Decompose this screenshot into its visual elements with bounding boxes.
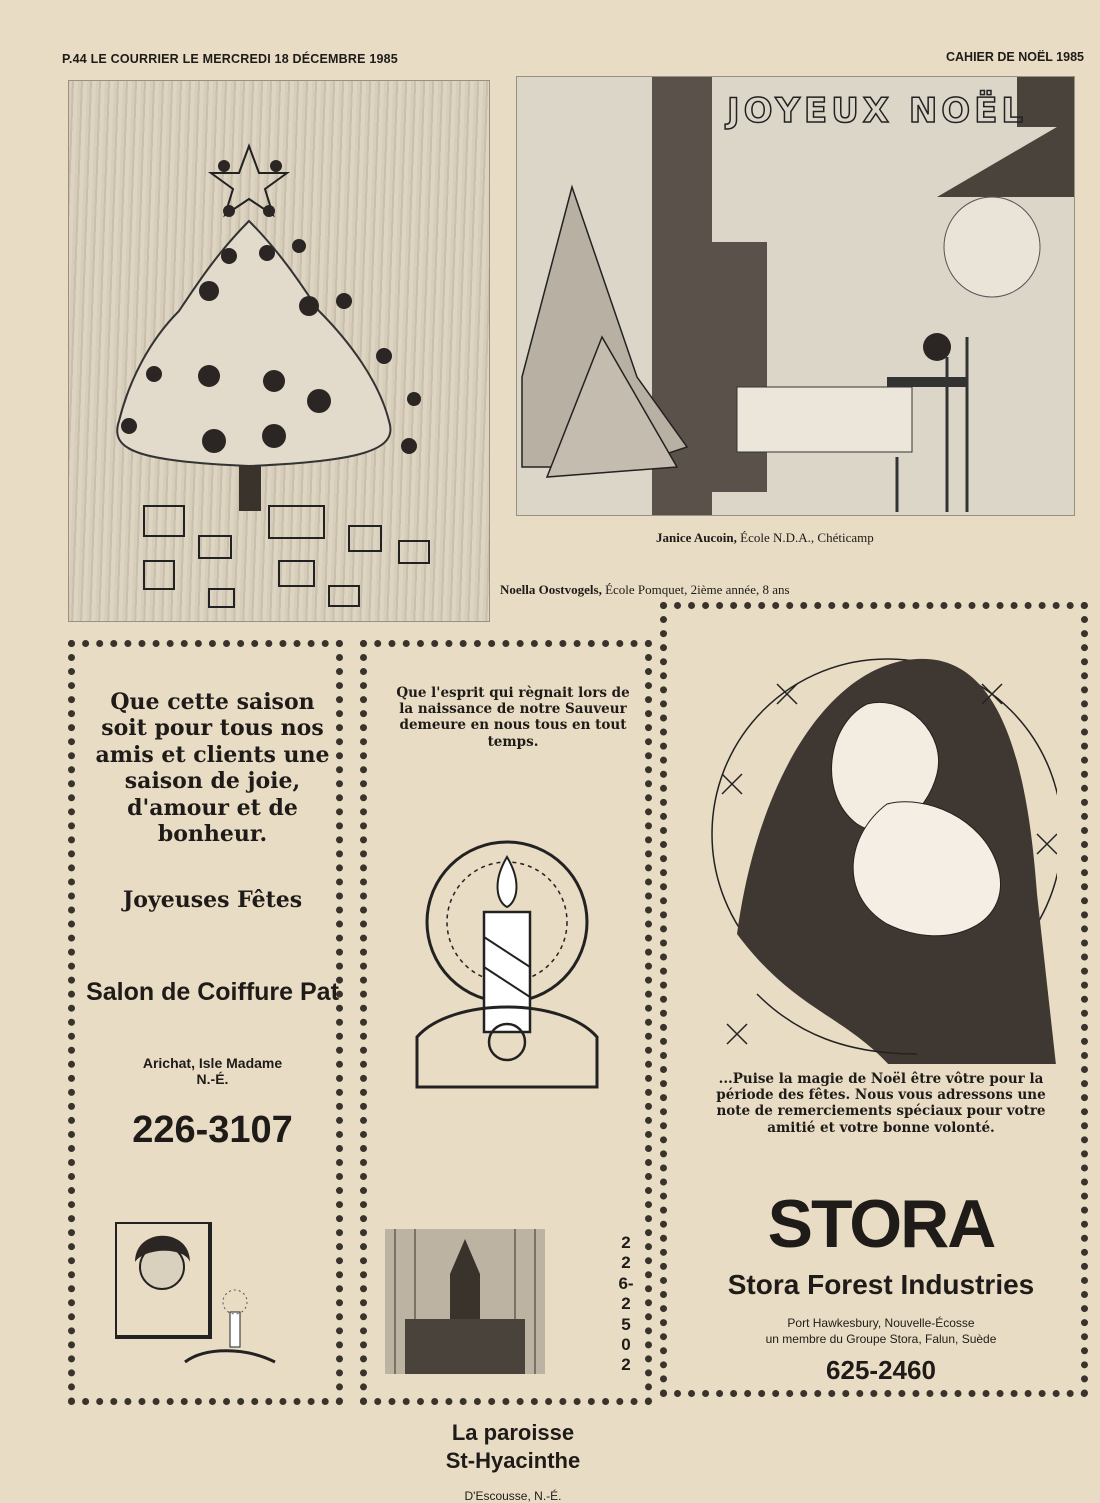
church-photo bbox=[385, 1229, 545, 1374]
ad-stora-location-line1: Port Hawkesbury, Nouvelle-Écosse bbox=[787, 1316, 975, 1330]
ad-paroisse-name bbox=[377, 1419, 649, 1474]
ad-salon-address bbox=[85, 1055, 340, 1087]
caption-noella-school: École Pomquet, 2ième année, 8 ans bbox=[601, 582, 790, 597]
page-header-left: P.44 LE COURRIER LE MERCREDI 18 DÉCEMBRE 1985 bbox=[62, 52, 398, 66]
ad-stora-company: Stora Forest Industries bbox=[727, 1269, 1035, 1300]
fireplace-drawing bbox=[516, 76, 1075, 516]
ad-paroisse-phone: 226-2502 bbox=[618, 1233, 634, 1375]
ad-salon-greeting: Joyeuses Fêtes bbox=[122, 887, 303, 913]
ad-salon-address-line1: Arichat, Isle Madame bbox=[142, 1055, 283, 1071]
caption-janice-name: Janice Aucoin, bbox=[656, 530, 737, 545]
christmas-tree-drawing bbox=[68, 80, 490, 622]
christmas-tree-illustration bbox=[69, 81, 489, 621]
caption-noella bbox=[500, 582, 790, 598]
ad-stora-phone: 625-2460 bbox=[826, 1355, 936, 1385]
madonna-child-illustration bbox=[697, 634, 1057, 1064]
portrait-frame-illustration bbox=[115, 1222, 285, 1382]
joyeux-noel-text: JOYEUX NOËL bbox=[727, 91, 1028, 131]
ad-stora-location-line2: un membre du Groupe Stora, Falun, Suède bbox=[765, 1332, 997, 1347]
page-header-right: CAHIER DE NOËL 1985 bbox=[945, 50, 1084, 64]
candle-illustration bbox=[412, 837, 602, 1092]
fireplace-illustration bbox=[517, 77, 1074, 515]
ad-stora-location bbox=[667, 1315, 1095, 1347]
ad-stora bbox=[660, 602, 1088, 1397]
ad-paroisse bbox=[360, 640, 652, 1503]
caption-janice-school: École N.D.A., Chéticamp bbox=[736, 530, 874, 545]
ad-salon-message: Que cette saison soit pour tous nos amis et clients une saison de joie, d'amour et de bonheur. bbox=[95, 689, 330, 847]
ad-paroisse-location: D'Escousse, N.-É. bbox=[464, 1489, 562, 1503]
ad-paroisse-name-line2: St-Hyacinthe bbox=[445, 1447, 581, 1473]
ad-salon-address-line2: N.-É. bbox=[196, 1071, 229, 1088]
ad-paroisse-message: Que l'esprit qui règnait lors de la naissance de notre Sauveur demeure en nous tous en tout temps. bbox=[396, 685, 630, 750]
ad-salon-coiffure bbox=[68, 640, 343, 1405]
ad-paroisse-name-line1: La paroisse bbox=[451, 1420, 575, 1445]
caption-noella-name: Noella Oostvogels, bbox=[500, 582, 602, 597]
ad-salon-name: Salon de Coiffure Pat bbox=[86, 978, 339, 1006]
stora-logo: STORA bbox=[767, 1186, 995, 1262]
ad-stora-message: ...Puise la magie de Noël être vôtre pour la période des fêtes. Nous vous adressons une note de remerciements spéciaux pour votre amitié et votre bonne volonté. bbox=[716, 1071, 1046, 1136]
caption-janice bbox=[656, 530, 874, 546]
ad-salon-phone: 226-3107 bbox=[132, 1109, 293, 1151]
